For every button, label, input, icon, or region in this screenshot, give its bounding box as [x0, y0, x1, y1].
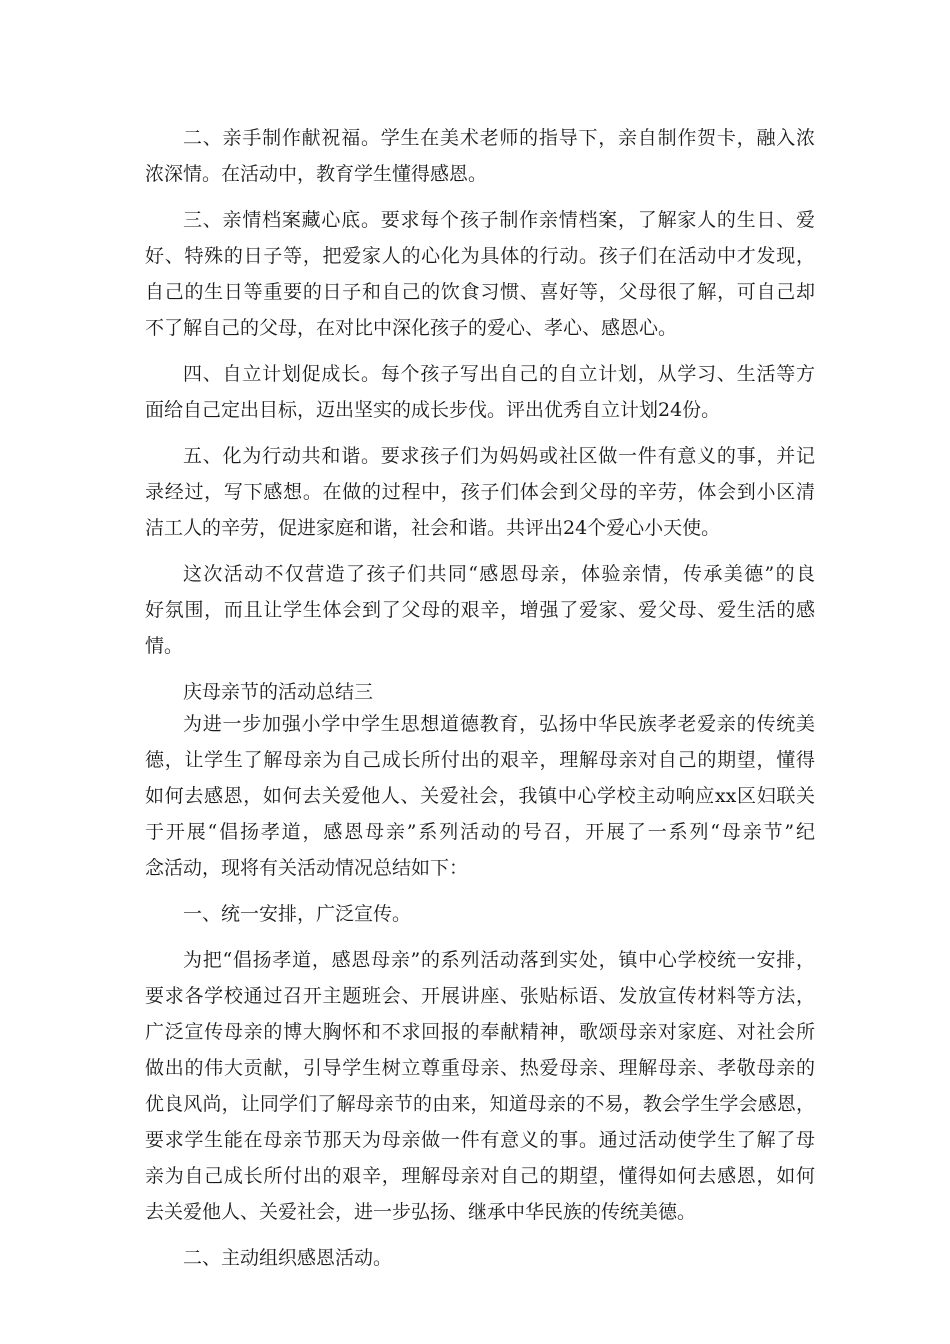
paragraph-line: 四、自立计划促成长。每个孩子写出自己的自立计划，从学习、生活等方 — [183, 363, 815, 385]
paragraph-line: 好、特殊的日子等，把爱家人的心化为具体的行动。孩子们在活动中才发现， — [145, 245, 815, 267]
subsection-heading: 一、统一安排，广泛宣传。 — [183, 903, 412, 925]
subsection-heading: 二、主动组织感恩活动。 — [183, 1247, 393, 1269]
section-heading: 庆母亲节的活动总结三 — [183, 681, 374, 703]
paragraph-line: 三、亲情档案藏心底。要求每个孩子制作亲情档案，了解家人的生日、爱 — [183, 209, 815, 231]
paragraph-line: 浓深情。在活动中，教育学生懂得感恩。 — [145, 163, 488, 185]
paragraph-line: 广泛宣传母亲的博大胸怀和不求回报的奉献精神，歌颂母亲对家庭、对社会所 — [145, 1021, 815, 1043]
paragraph-line: 面给自己定出目标，迈出坚实的成长步伐。评出优秀自立计划24份。 — [145, 399, 721, 421]
paragraph-line: 自己的生日等重要的日子和自己的饮食习惯、喜好等，父母很了解，可自己却 — [145, 281, 815, 303]
paragraph-line: 不了解自己的父母，在对比中深化孩子的爱心、孝心、感恩心。 — [145, 317, 678, 339]
paragraph-line: 去关爱他人、关爱社会，进一步弘扬、继承中华民族的传统美德。 — [145, 1201, 697, 1223]
paragraph-line: 五、化为行动共和谐。要求孩子们为妈妈或社区做一件有意义的事，并记 — [183, 445, 815, 467]
paragraph-line: 要求学生能在母亲节那天为母亲做一件有意义的事。通过活动使学生了解了母 — [145, 1129, 815, 1151]
paragraph-line: 念活动，现将有关活动情况总结如下： — [145, 857, 469, 879]
paragraph-line: 德，让学生了解母亲为自己成长所付出的艰辛，理解母亲对自己的期望，懂得 — [145, 749, 815, 771]
paragraph-line: 如何去感恩，如何去关爱他人、关爱社会，我镇中心学校主动响应xx区妇联关 — [145, 785, 815, 807]
paragraph-line: 这次活动不仅营造了孩子们共同“感恩母亲，体验亲情，传承美德”的良 — [183, 563, 815, 585]
paragraph-line: 为进一步加强小学中学生思想道德教育，弘扬中华民族孝老爱亲的传统美 — [183, 713, 815, 735]
paragraph-line: 做出的伟大贡献，引导学生树立尊重母亲、热爱母亲、理解母亲、孝敬母亲的 — [145, 1057, 815, 1079]
paragraph-line: 为把“倡扬孝道，感恩母亲”的系列活动落到实处，镇中心学校统一安排， — [183, 949, 815, 971]
paragraph-line: 优良风尚，让同学们了解母亲节的由来，知道母亲的不易，教会学生学会感恩， — [145, 1093, 815, 1115]
paragraph-line: 录经过，写下感想。在做的过程中，孩子们体会到父母的辛劳，体会到小区清 — [145, 481, 815, 503]
paragraph-line: 要求各学校通过召开主题班会、开展讲座、张贴标语、发放宣传材料等方法， — [145, 985, 815, 1007]
paragraph-line: 二、亲手制作献祝福。学生在美术老师的指导下，亲自制作贺卡，融入浓 — [183, 127, 815, 149]
paragraph-line: 于开展“倡扬孝道，感恩母亲”系列活动的号召，开展了一系列“母亲节”纪 — [145, 821, 815, 843]
paragraph-line: 好氛围，而且让学生体会到了父母的艰辛，增强了爱家、爱父母、爱生活的感 — [145, 599, 815, 621]
paragraph-line: 洁工人的辛劳，促进家庭和谐，社会和谐。共评出24个爱心小天使。 — [145, 517, 721, 539]
paragraph-line: 情。 — [145, 635, 184, 657]
paragraph-line: 亲为自己成长所付出的艰辛，理解母亲对自己的期望，懂得如何去感恩，如何 — [145, 1165, 815, 1187]
